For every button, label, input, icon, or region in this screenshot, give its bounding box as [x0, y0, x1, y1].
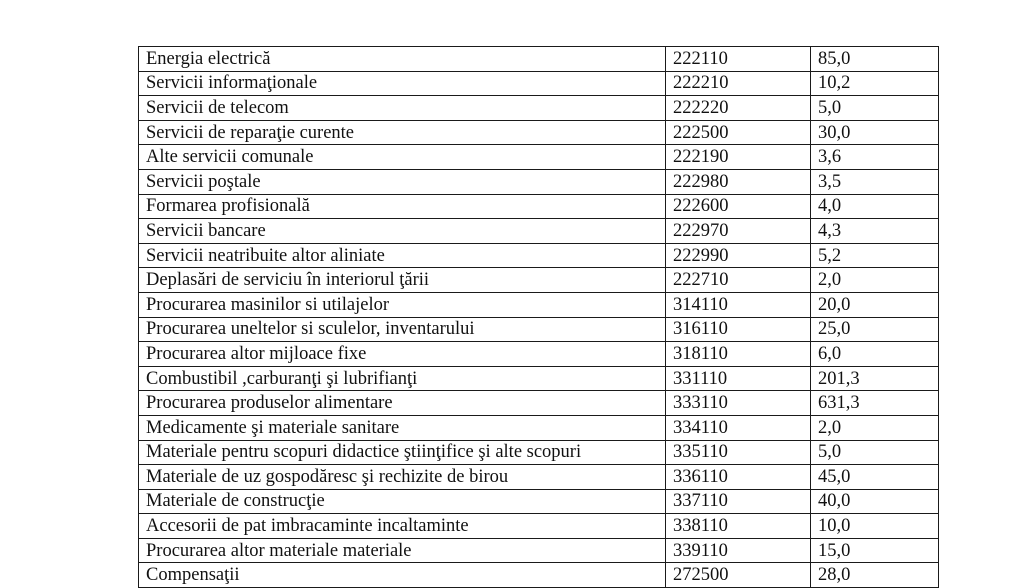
budget-code-cell: 222710 [666, 268, 811, 293]
amount-cell: 85,0 [811, 47, 939, 72]
item-name-cell: Formarea profisională [139, 194, 666, 219]
budget-code-cell: 222210 [666, 71, 811, 96]
table-row [139, 440, 939, 465]
item-name-cell: Servicii bancare [139, 219, 666, 244]
amount-cell: 6,0 [811, 342, 939, 367]
amount-cell: 5,2 [811, 243, 939, 268]
amount-cell: 2,0 [811, 415, 939, 440]
table-row [139, 391, 939, 416]
item-name-cell: Energia electrică [139, 47, 666, 72]
amount-cell: 3,6 [811, 145, 939, 170]
item-name-cell: Combustibil ,carburanţi şi lubrifianţi [139, 366, 666, 391]
budget-code-cell: 338110 [666, 514, 811, 539]
budget-code-cell: 335110 [666, 440, 811, 465]
table-row [139, 342, 939, 367]
budget-code-cell: 334110 [666, 415, 811, 440]
budget-code-cell: 331110 [666, 366, 811, 391]
amount-cell: 10,0 [811, 514, 939, 539]
table-row [139, 317, 939, 342]
item-name-cell: Procurarea produselor alimentare [139, 391, 666, 416]
amount-cell: 25,0 [811, 317, 939, 342]
amount-cell: 40,0 [811, 489, 939, 514]
item-name-cell: Materiale de construcţie [139, 489, 666, 514]
item-name-cell: Servicii poştale [139, 169, 666, 194]
budget-code-cell: 222220 [666, 96, 811, 121]
budget-code-cell: 316110 [666, 317, 811, 342]
item-name-cell: Servicii de telecom [139, 96, 666, 121]
table-row [139, 489, 939, 514]
item-name-cell: Accesorii de pat imbracaminte incaltaminte [139, 514, 666, 539]
item-name-cell: Servicii neatribuite altor aliniate [139, 243, 666, 268]
table-row [139, 219, 939, 244]
budget-code-cell: 222970 [666, 219, 811, 244]
table-row [139, 120, 939, 145]
amount-cell: 5,0 [811, 440, 939, 465]
item-name-cell: Servicii de reparaţie curente [139, 120, 666, 145]
amount-cell: 201,3 [811, 366, 939, 391]
budget-code-cell: 222990 [666, 243, 811, 268]
table-row [139, 47, 939, 72]
budget-code-cell: 222600 [666, 194, 811, 219]
amount-cell: 2,0 [811, 268, 939, 293]
item-name-cell: Procurarea altor mijloace fixe [139, 342, 666, 367]
item-name-cell: Medicamente şi materiale sanitare [139, 415, 666, 440]
table-row [139, 292, 939, 317]
amount-cell: 4,0 [811, 194, 939, 219]
amount-cell: 631,3 [811, 391, 939, 416]
table-row [139, 268, 939, 293]
budget-code-cell: 337110 [666, 489, 811, 514]
item-name-cell: Materiale pentru scopuri didactice ştiinţifice şi alte scopuri [139, 440, 666, 465]
item-name-cell: Servicii informaţionale [139, 71, 666, 96]
table-row [139, 243, 939, 268]
amount-cell: 4,3 [811, 219, 939, 244]
item-name-cell: Compensaţii [139, 563, 666, 588]
item-name-cell: Procurarea masinilor si utilajelor [139, 292, 666, 317]
item-name-cell: Materiale de uz gospodăresc şi rechizite de birou [139, 465, 666, 490]
amount-cell: 5,0 [811, 96, 939, 121]
budget-code-cell: 222110 [666, 47, 811, 72]
table-row [139, 366, 939, 391]
table-row [139, 538, 939, 563]
item-name-cell: Alte servicii comunale [139, 145, 666, 170]
amount-cell: 30,0 [811, 120, 939, 145]
table-row [139, 514, 939, 539]
table-row [139, 563, 939, 588]
budget-code-cell: 222500 [666, 120, 811, 145]
table-row [139, 465, 939, 490]
table-row [139, 71, 939, 96]
budget-table-body [139, 47, 939, 588]
amount-cell: 45,0 [811, 465, 939, 490]
amount-cell: 3,5 [811, 169, 939, 194]
table-row [139, 169, 939, 194]
budget-code-cell: 222190 [666, 145, 811, 170]
budget-code-cell: 336110 [666, 465, 811, 490]
amount-cell: 28,0 [811, 563, 939, 588]
item-name-cell: Deplasări de serviciu în interiorul ţării [139, 268, 666, 293]
budget-code-cell: 272500 [666, 563, 811, 588]
amount-cell: 20,0 [811, 292, 939, 317]
amount-cell: 15,0 [811, 538, 939, 563]
table-row [139, 194, 939, 219]
budget-table [138, 46, 939, 588]
budget-code-cell: 318110 [666, 342, 811, 367]
table-row [139, 145, 939, 170]
item-name-cell: Procurarea uneltelor si sculelor, inventarului [139, 317, 666, 342]
amount-cell: 10,2 [811, 71, 939, 96]
table-row [139, 415, 939, 440]
budget-code-cell: 333110 [666, 391, 811, 416]
budget-code-cell: 222980 [666, 169, 811, 194]
table-row [139, 96, 939, 121]
item-name-cell: Procurarea altor materiale materiale [139, 538, 666, 563]
budget-code-cell: 339110 [666, 538, 811, 563]
budget-code-cell: 314110 [666, 292, 811, 317]
